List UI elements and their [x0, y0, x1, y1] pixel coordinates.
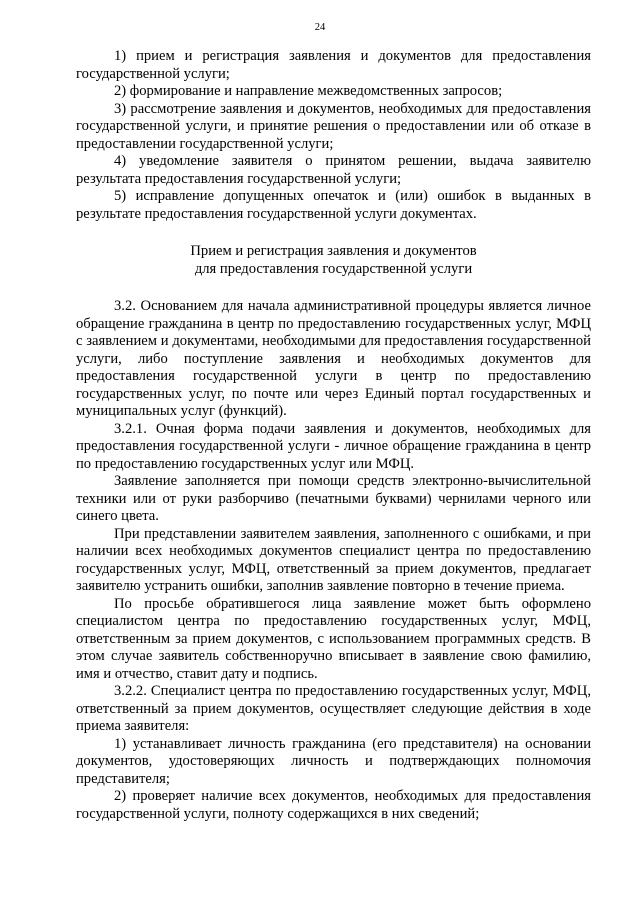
list-item: 4) уведомление заявителя о принятом решении, выдача заявителю результата предоставления государственной услуги; [76, 153, 591, 187]
paragraph: 3.2.2. Специалист центра по предоставлению государственных услуг, МФЦ, ответственный за прием документов, осуществляет следующие действия в ходе приема заявителя: [76, 683, 591, 734]
paragraph: 2) проверяет наличие всех документов, необходимых для предоставления государственной услуги, полноту содержащихся в них сведений; [76, 788, 591, 822]
paragraph: При представлении заявителем заявления, заполненного с ошибками, и при наличии всех необходимых документов специалист центра по предоставлению государственных услуг, МФЦ, ответственный за прием документов, предлагает заявителю устранить ошибки, заполнив заявление повторно в течение приема. [76, 525, 591, 594]
section-heading-line: для предоставления государственной услуги [194, 260, 473, 277]
paragraph: Заявление заполняется при помощи средств электронно-вычислительной техники или от руки разборчиво (печатными буквами) чернилами черного или синего цвета. [76, 473, 591, 524]
list-item: 3) рассмотрение заявления и документов, необходимых для предоставления государственной услуги, и принятие решения о предоставлении или об отказе в предоставлении государственной услуги; [76, 100, 591, 152]
paragraph: 3.2.1. Очная форма подачи заявления и документов, необходимых для предоставления государственной услуги - личное обращение гражданина в центр по предоставлению государственных услуг или МФЦ. [76, 420, 591, 472]
section-heading [76, 243, 591, 278]
paragraph: 3.2. Основанием для начала административной процедуры является личное обращение гражданина в центр по предоставлению государственных услуг, МФЦ с заявлением и документами, необходимыми для предоставления государственной услуги, либо поступление заявления и необходимых документов для предоставления государственной услуги в центр по предоставлению государственных услуг, по почте или через Единый портал государственных и муниципальных услуг (функций). [76, 298, 591, 419]
document-body [76, 48, 591, 823]
section-heading-line: Прием и регистрация заявления и документов [190, 243, 477, 259]
paragraph: 1) устанавливает личность гражданина (его представителя) на основании документов, удостоверяющих личность и подтверждающих полномочия представителя; [76, 735, 591, 787]
page-number: 24 [314, 22, 326, 33]
list-item: 2) формирование и направление межведомственных запросов; [114, 83, 503, 99]
list-item: 1) прием и регистрация заявления и документов для предоставления государственной услуги; [76, 48, 591, 82]
paragraph: По просьбе обратившегося лица заявление может быть оформлено специалистом центра по предоставлению государственных услуг, МФЦ, ответственным за прием документов, с использованием программных средств. В этом случае заявитель собственноручно вписывает в заявление свою фамилию, имя и отчество, ставит дату и подпись. [76, 595, 591, 682]
list-item: 5) исправление допущенных опечаток и (или) ошибок в выданных в результате предоставления государственной услуги документах. [76, 188, 591, 222]
